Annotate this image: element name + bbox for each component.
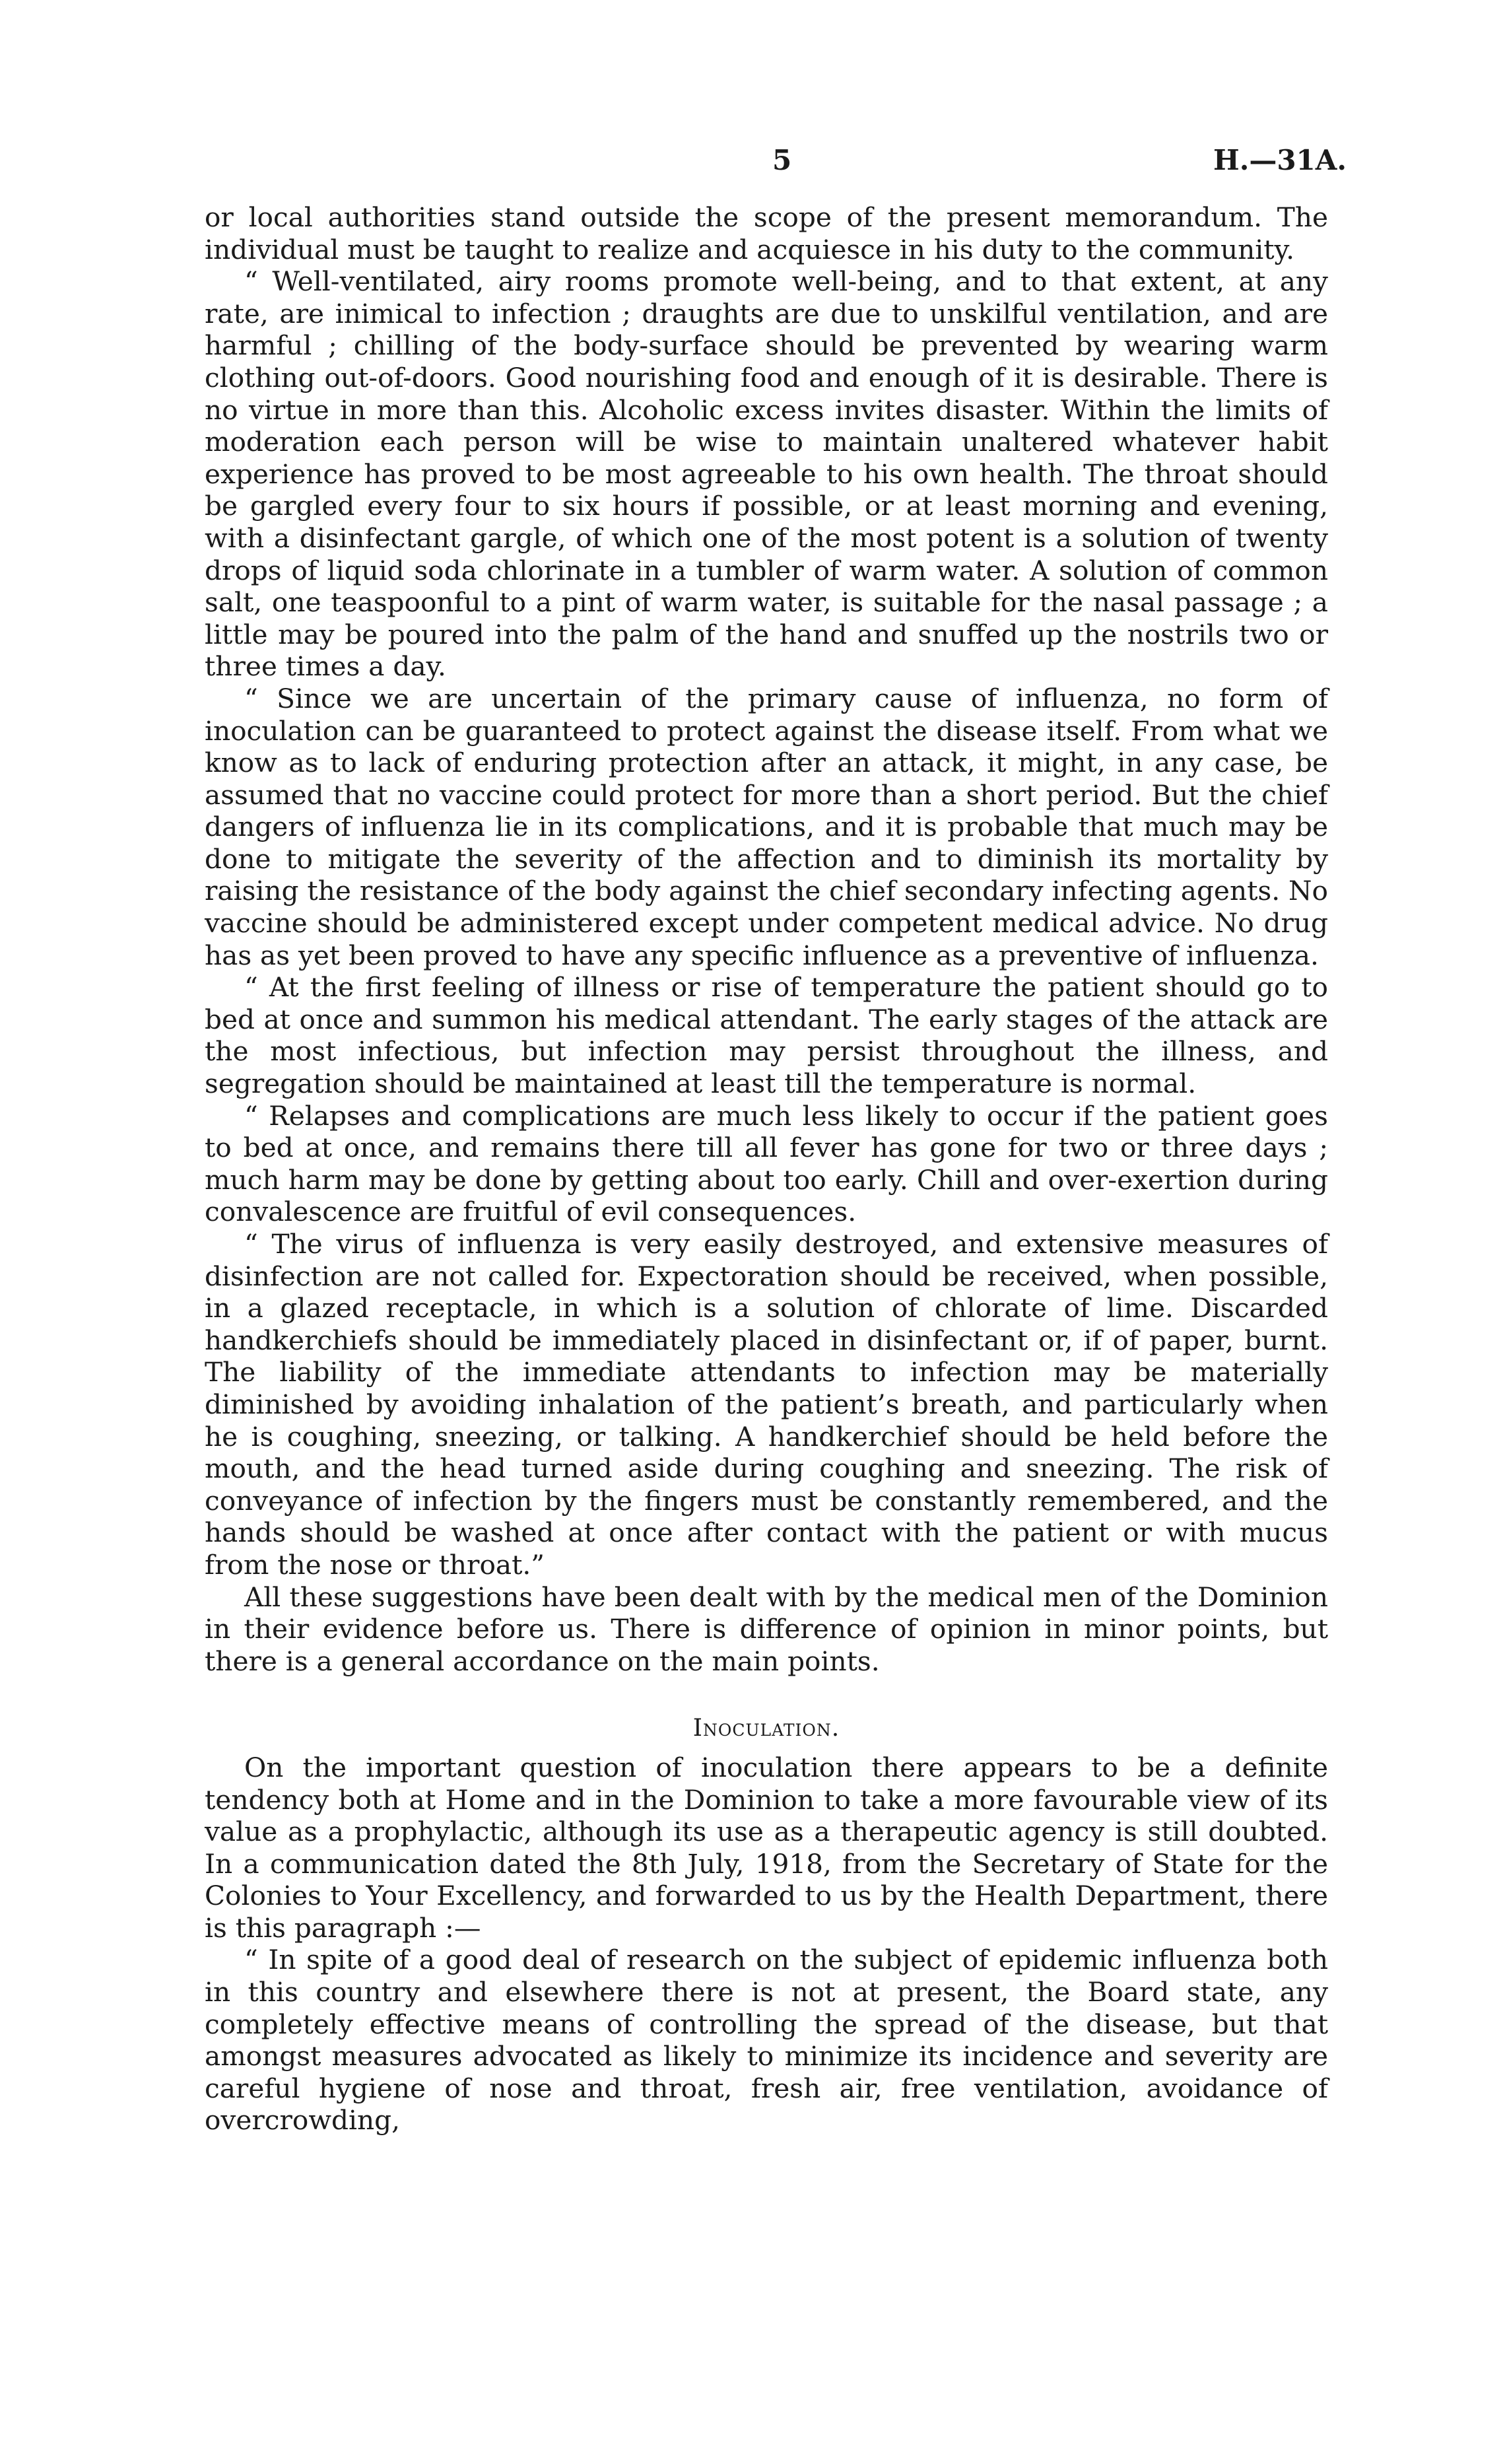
paper-reference: H.—31A.: [1213, 144, 1347, 176]
section-heading: Inoculation.: [692, 1715, 840, 1742]
page-header: [205, 144, 1347, 184]
paragraph: “ The virus of influenza is very easily destroyed, and extensive measures of disinfection are not called for. Expectoration should be received, when possible, in a glazed receptacle, in which is a solution of chlorate of lime. Discarded handkerchiefs should be immediately placed in disinfectant or, if of paper, burnt. The liability of the immediate attendants to infection may be materially diminished by avoiding inhalation of the patient’s breath, and particularly when he is coughing, sneezing, or talking. A handkerchief should be held before the mouth, and the head turned aside during coughing and sneezing. The risk of conveyance of infection by the fingers must be constantly remembered, and the hands should be washed at once after contact with the patient or with mucus from the nose or throat.”: [205, 1228, 1328, 1581]
paragraph: “ At the first feeling of illness or rise of temperature the patient should go to bed at once and summon his medical attendant. The early stages of the attack are the most infectious, but infection may persist throughout the illness, and segregation should be maintained at least till the temperature is normal.: [205, 971, 1328, 1100]
paragraph: On the important question of inoculation there appears to be a definite tendency both at Home and in the Dominion to take a more favourable view of its value as a prophylactic, although its use as a therapeutic agency is still doubted. In a communication dated the 8th July, 1918, from the Secretary of State for the Colonies to Your Excellency, and forwarded to us by the Health Department, there is this paragraph :—: [205, 1751, 1328, 1944]
paragraph: “ In spite of a good deal of research on the subject of epidemic influenza both in this country and elsewhere there is not at present, the Board state, any completely effective means of controlling the spread of the disease, but that amongst measures advocated as likely to minimize its incidence and severity are careful hygiene of nose and throat, fresh air, free ventilation, avoidance of overcrowding,: [205, 1944, 1328, 2137]
paragraph: “ Since we are uncertain of the primary cause of influenza, no form of inoculation can be guaranteed to protect against the disease itself. From what we know as to lack of enduring protection after an attack, it might, in any case, be assumed that no vaccine could protect for more than a short period. But the chief dangers of influenza lie in its complications, and it is probable that much may be done to mitigate the severity of the affection and to diminish its mortality by raising the resistance of the body against the chief secondary infecting agents. No vaccine should be administered except under competent medical advice. No drug has as yet been proved to have any specific influence as a preventive of influenza.: [205, 682, 1328, 971]
paragraph: All these suggestions have been dealt with by the medical men of the Dominion in their evidence before us. There is difference of opinion in minor points, but there is a general accordance on the main points.: [205, 1581, 1328, 1677]
page-number: 5: [772, 144, 792, 176]
paragraph: “ Relapses and complications are much less likely to occur if the patient goes to bed at once, and remains there till all fever has gone for two or three days ; much harm may be done by getting about too early. Chill and over-exertion during convalescence are fruitful of evil consequences.: [205, 1099, 1328, 1228]
paragraph: “ Well-ventilated, airy rooms promote well-being, and to that extent, at any rate, are inimical to infection ; draughts are due to unskilful ventilation, and are harmful ; chilling of the body-surface should be prevented by wearing warm clothing out-of-doors. Good nourishing food and enough of it is desirable. There is no virtue in more than this. Alcoholic excess invites disaster. Within the limits of moderation each person will be wise to maintain unaltered whatever habit experience has proved to be most agreeable to his own health. The throat should be gargled every four to six hours if possible, or at least morning and evening, with a disinfectant gargle, of which one of the most potent is a solution of twenty drops of liquid soda chlorinate in a tumbler of warm water. A solution of common salt, one teaspoonful to a pint of warm water, is suitable for the nasal passage ; a little may be poured into the palm of the hand and snuffed up the nostrils two or three times a day.: [205, 265, 1328, 683]
body-text: [205, 201, 1328, 2137]
paragraph: or local authorities stand outside the scope of the present memorandum. The individual must be taught to realize and acquiesce in his duty to the community.: [205, 201, 1328, 265]
